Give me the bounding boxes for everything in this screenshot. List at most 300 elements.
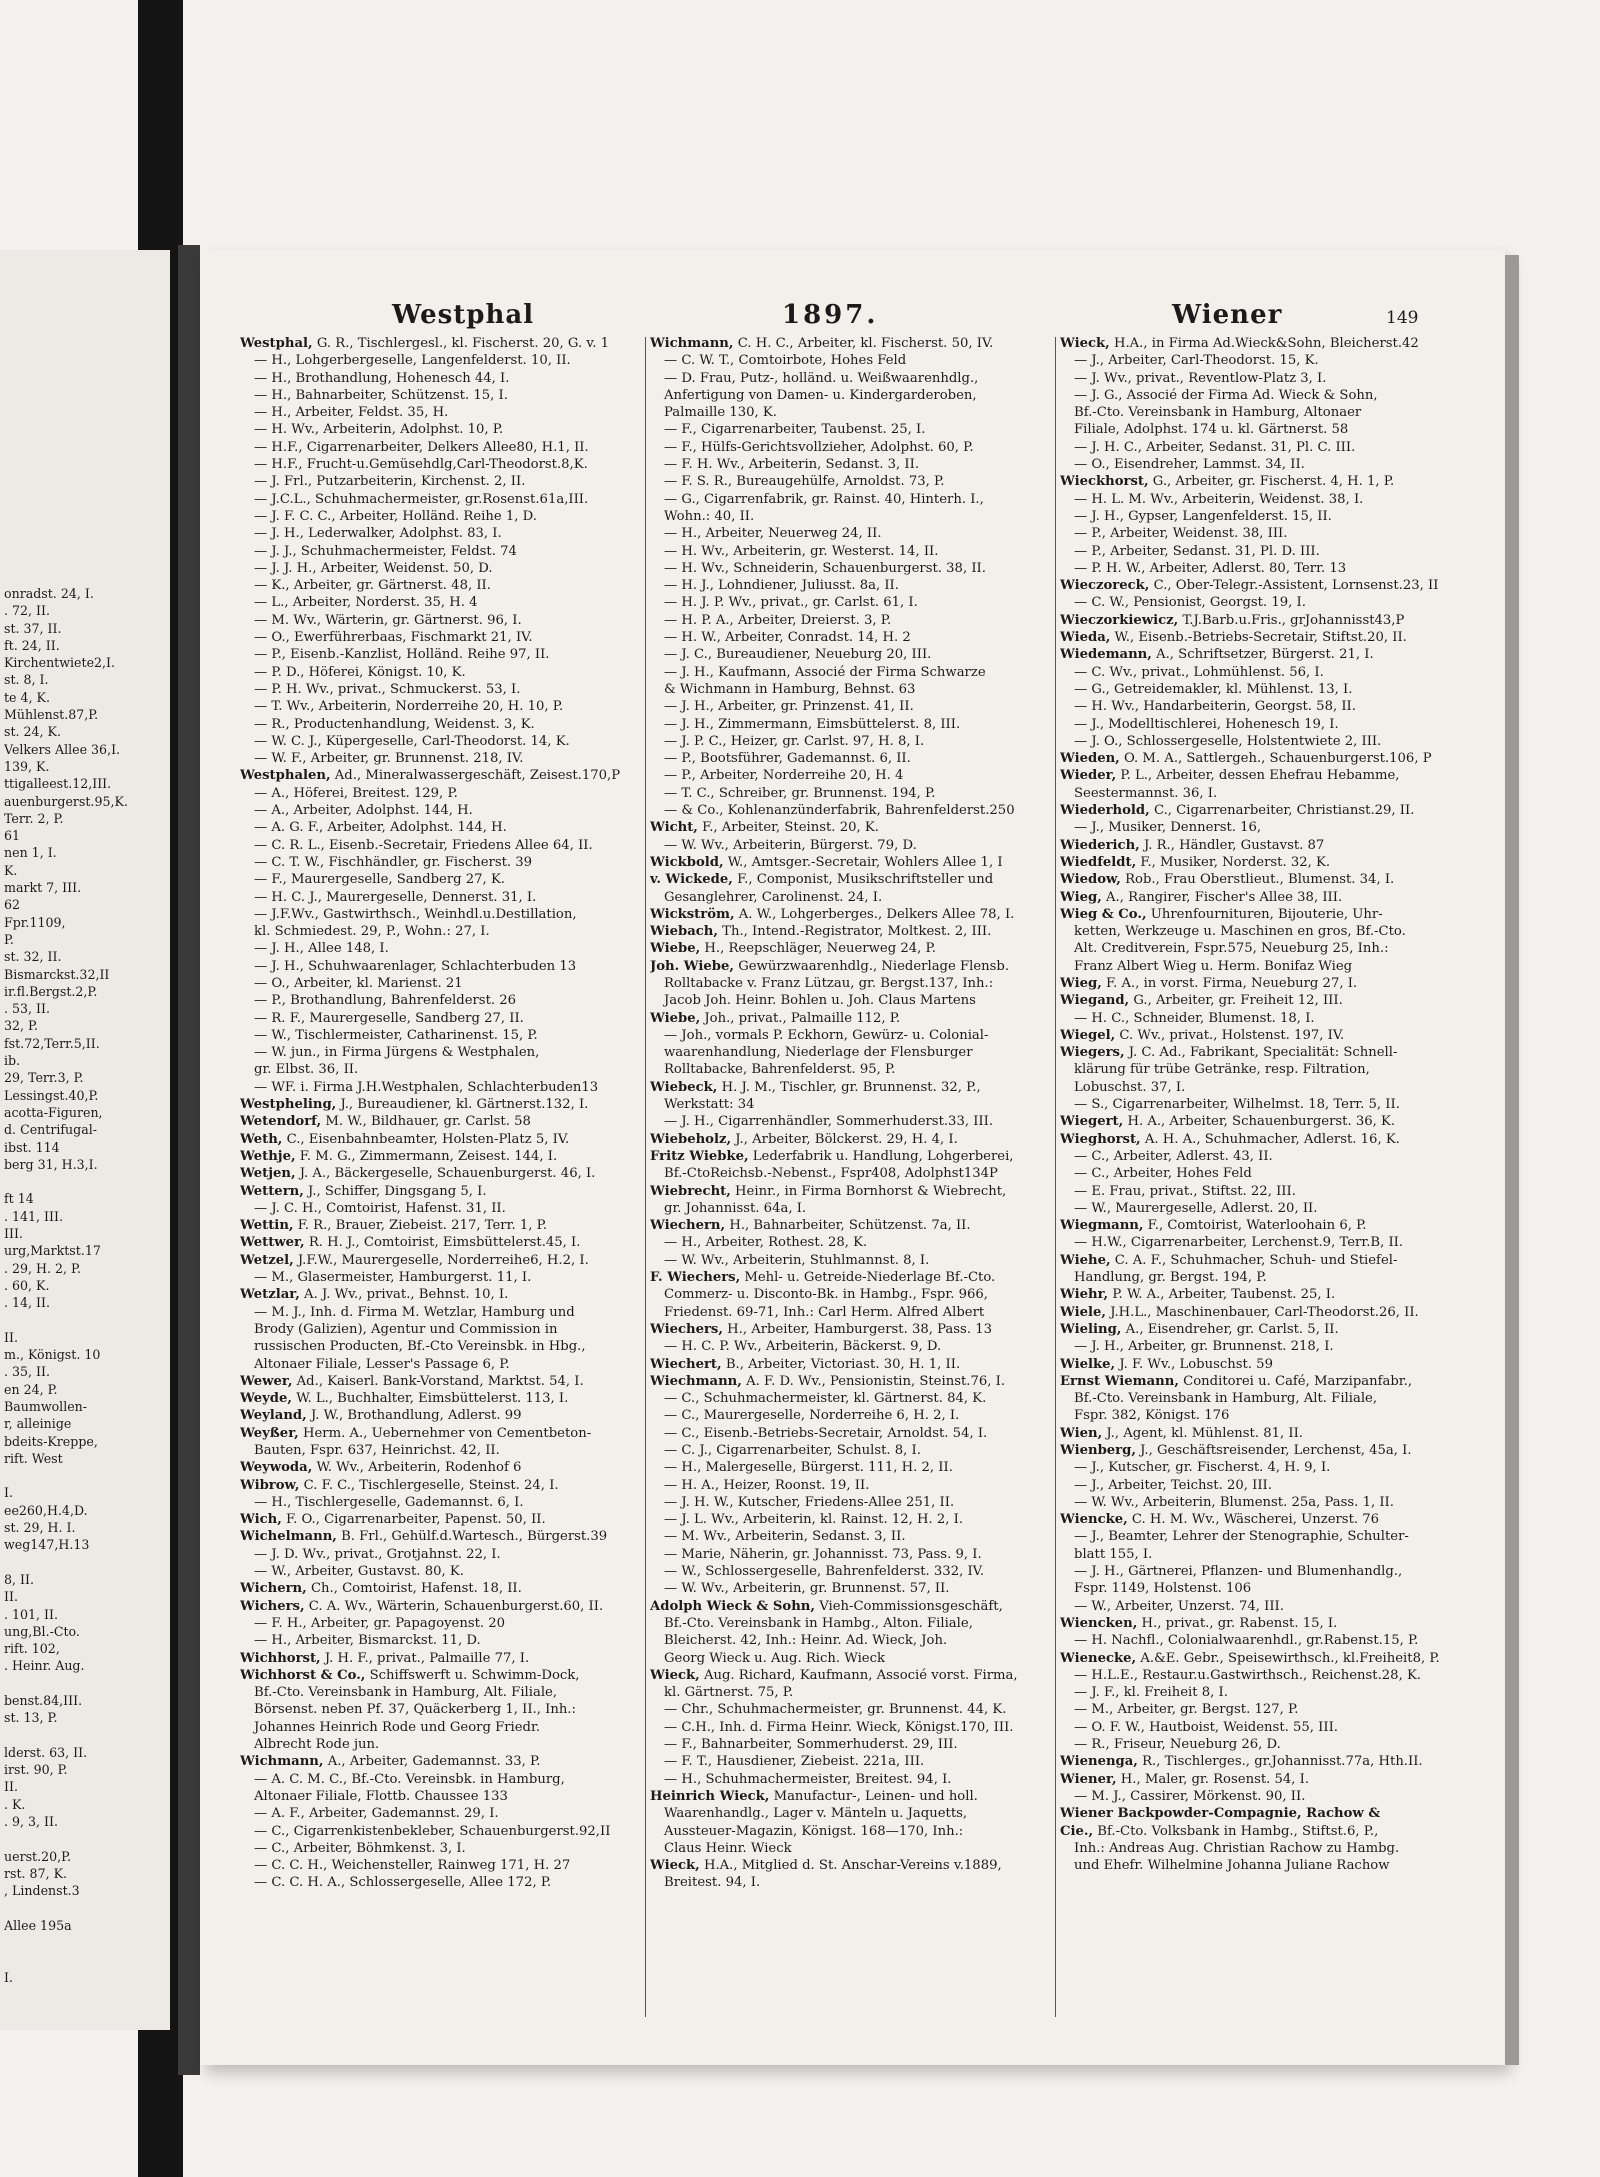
directory-entry (240, 335, 645, 352)
entry-surname: Wieckhorst, (1060, 474, 1149, 490)
directory-entry (650, 1425, 1052, 1442)
entry-details: Börsenst. neben Pf. 37, Quäckerberg 1, II., Inh.: (254, 1702, 576, 1718)
entry-details: Ad., Mineralwassergeschäft, Zeisest.170,P (334, 768, 621, 784)
entry-details: Fspr. 382, Königst. 176 (1074, 1408, 1230, 1424)
entry-details: — O., Ewerführerbaas, Fischmarkt 21, IV. (254, 630, 533, 646)
entry-details: waarenhandlung, Niederlage der Flensburger (664, 1045, 973, 1061)
directory-entry (240, 646, 645, 663)
entry-surname: Wieck, (1060, 336, 1110, 351)
entry-details: Anfertigung von Damen- u. Kindergarderoben, (664, 387, 977, 403)
entry-details: — H. J., Lohndiener, Juliusst. 8a, II. (664, 578, 899, 594)
entry-details: Aussteuer-Magazin, Königst. 168—170, Inh.: (664, 1823, 964, 1839)
entry-details: F. R., Brauer, Ziebeist. 217, Terr. 1, P. (297, 1218, 548, 1234)
entry-details: — J. C., Bureaudiener, Neueburg 20, III. (664, 647, 932, 663)
entry-details: — H. Wv., Schneiderin, Schauenburgerst. 38, II. (664, 560, 986, 576)
entry-details: — H., Arbeiter, Bismarckst. 11, D. (254, 1633, 481, 1649)
directory-entry (1060, 1528, 1478, 1545)
entry-surname: Wickström, (650, 906, 735, 922)
entry-details: Heinr., in Firma Bornhorst & Wiebrecht, (735, 1183, 1007, 1199)
entry-details: Bf.-Cto. Vereinsbank in Hambg., Alton. Filiale, (664, 1615, 973, 1631)
left-fragment-line (4, 1986, 168, 2003)
left-fragment-line: uerst.20,P. (4, 1848, 72, 1864)
directory-entry (650, 992, 1052, 1009)
entry-details: — F. T., Hausdiener, Ziebeist. 221a, III. (664, 1754, 925, 1770)
left-fragment-line: K. (4, 862, 18, 878)
entry-surname: Wieczorkiewicz, (1060, 612, 1179, 628)
left-fragment-line: st. 24, K. (4, 724, 61, 740)
entry-surname: Wiedemann, (1060, 647, 1152, 663)
directory-entry (650, 1027, 1052, 1044)
entry-details: Seestermannst. 36, I. (1074, 785, 1218, 801)
directory-entry (1060, 1044, 1478, 1061)
directory-entry (1060, 1805, 1478, 1822)
left-fragment-line: fst.72,Terr.5,II. (4, 1035, 100, 1051)
directory-entry (240, 1304, 645, 1321)
entry-details: Werkstatt: 34 (664, 1097, 755, 1113)
directory-entry (1060, 629, 1478, 646)
directory-entry (240, 370, 645, 387)
entry-surname: Wieghorst, (1060, 1131, 1141, 1147)
entry-surname: Wieg, (1060, 975, 1102, 991)
directory-entry (240, 473, 645, 490)
directory-entry (240, 1269, 645, 1286)
entry-surname: Wiele, (1060, 1304, 1106, 1320)
entry-surname: Wien, (1060, 1425, 1103, 1441)
left-fragment-line: ir.fl.Bergst.2,P. (4, 983, 98, 999)
left-fragment-line: te 4, K. (4, 689, 50, 705)
directory-entry (650, 525, 1052, 542)
entry-surname: Heinrich Wieck, (650, 1788, 770, 1804)
entry-details: Jacob Joh. Heinr. Bohlen u. Joh. Claus Martens (664, 993, 976, 1009)
entry-surname: Cie., (1060, 1823, 1094, 1839)
entry-details: W. L., Buchhalter, Eimsbüttelerst. 113, I. (296, 1391, 569, 1407)
entry-surname: Wienenga, (1060, 1754, 1138, 1770)
directory-entry (1060, 508, 1478, 525)
directory-entry (240, 1736, 645, 1753)
entry-surname: Wiederich, (1060, 837, 1140, 853)
left-fragment-line: ib. (4, 1053, 21, 1069)
entry-surname: Weyde, (240, 1391, 292, 1407)
directory-entry (650, 456, 1052, 473)
entry-details: — F., Bahnarbeiter, Sommerhuderst. 29, III. (664, 1737, 958, 1753)
entry-details: — W., Arbeiter, Gustavst. 80, K. (254, 1564, 464, 1580)
directory-entry (240, 1234, 645, 1251)
directory-entry (240, 750, 645, 767)
entry-details: — F., Cigarrenarbeiter, Taubenst. 25, I. (664, 422, 926, 438)
directory-entry (650, 352, 1052, 369)
entry-details: — H. Nachfl., Colonialwaarenhdl., gr.Rabenst.15, P. (1074, 1633, 1419, 1649)
entry-details: — J. H., Arbeiter, gr. Prinzenst. 41, II. (664, 699, 914, 715)
directory-entry (1060, 1234, 1478, 1251)
entry-details: klärung für trübe Getränke, resp. Filtration, (1074, 1062, 1370, 1078)
entry-details: — H., Malergeselle, Bürgerst. 111, H. 2, II. (664, 1460, 953, 1476)
entry-details: — J. H., Gärtnerei, Pflanzen- und Blumenhandlg., (1074, 1564, 1403, 1580)
directory-entry (650, 1010, 1052, 1027)
entry-details: — W., Tischlermeister, Catharinenst. 15, P. (254, 1027, 538, 1043)
directory-entry (1060, 1010, 1478, 1027)
entry-details: — D. Frau, Putz-, holländ. u. Weißwaarenhdlg., (664, 370, 979, 386)
entry-details: Bf.-Cto. Vereinsbank in Hamburg, Altonaer (1074, 405, 1362, 421)
directory-entry (1060, 1373, 1478, 1390)
entry-details: A. F. D. Wv., Pensionistin, Steinst.76, I. (746, 1373, 1006, 1389)
entry-details: J. F. Wv., Lobuschst. 59 (1119, 1356, 1273, 1372)
entry-surname: Adolph Wieck & Sohn, (650, 1598, 815, 1614)
entry-details: — H.W., Cigarrenarbeiter, Lerchenst.9, Terr.B, II. (1074, 1235, 1404, 1251)
entry-details: Th., Intend.-Registrator, Moltkest. 2, III. (722, 924, 992, 940)
entry-details: — Joh., vormals P. Eckhorn, Gewürz- u. Colonial- (664, 1027, 989, 1043)
entry-details: Rolltabacke, Bahrenfelderst. 95, P. (664, 1062, 896, 1078)
entry-details: — J. H., Lederwalker, Adolphst. 83, I. (254, 526, 502, 542)
left-fragment-line (4, 2003, 168, 2020)
entry-surname: Wiehr, (1060, 1287, 1109, 1303)
directory-entry (650, 923, 1052, 940)
entry-details: — H.F., Frucht-u.Gemüsehdlg,Carl-Theodorst.8,K. (254, 457, 588, 473)
directory-entry (240, 1650, 645, 1667)
directory-entry (240, 923, 645, 940)
entry-details: — P., Eisenb.-Kanzlist, Holländ. Reihe 97, II. (254, 647, 550, 663)
directory-entry (240, 906, 645, 923)
left-fragment-line: rift. West (4, 1450, 63, 1466)
entry-details: — S., Cigarrenarbeiter, Wilhelmst. 18, Terr. 5, II. (1074, 1097, 1400, 1113)
entry-surname: F. Wiechers, (650, 1270, 741, 1286)
entry-details: — C. J., Cigarrenarbeiter, Schulst. 8, I. (664, 1443, 921, 1458)
entry-surname: Wiebach, (650, 924, 718, 940)
entry-details: — J. F. C. C., Arbeiter, Holländ. Reihe 1, D. (254, 508, 537, 524)
left-fragment-line: . 29, H. 2, P. (4, 1260, 81, 1276)
entry-surname: Westphalen, (240, 768, 331, 784)
entry-details: — F. H. Wv., Arbeiterin, Sedanst. 3, II. (664, 457, 920, 473)
entry-details: — P. H. Wv., privat., Schmuckerst. 53, I. (254, 681, 521, 697)
left-fragment-line (4, 1311, 168, 1328)
directory-entry (650, 1857, 1052, 1874)
entry-details: — J., Beamter, Lehrer der Stenographie, Schulter- (1074, 1529, 1409, 1545)
left-fragment-line (4, 1900, 168, 1917)
entry-details: Georg Wieck u. Aug. Rich. Wieck (664, 1650, 885, 1666)
entry-surname: Weyland, (240, 1408, 307, 1424)
directory-entry (240, 871, 645, 888)
directory-entry (1060, 1701, 1478, 1718)
entry-details: C., Ober-Telegr.-Assistent, Lornsenst.23, II (1153, 578, 1439, 594)
entry-details: A. H. A., Schuhmacher, Adlerst. 16, K. (1144, 1131, 1400, 1147)
directory-entry (240, 1079, 645, 1096)
entry-details: Bf.-Cto. Vereinsbank in Hamburg, Alt. Filiale, (254, 1685, 558, 1701)
directory-entry (240, 1373, 645, 1390)
directory-entry (240, 958, 645, 975)
left-fragment-line: st. 32, II. (4, 949, 62, 965)
directory-entry (1060, 456, 1478, 473)
directory-entry (1060, 560, 1478, 577)
entry-surname: Ernst Wiemann, (1060, 1373, 1179, 1389)
entry-details: C., Cigarrenarbeiter, Christianst.29, II. (1153, 803, 1415, 819)
directory-entry (1060, 1753, 1478, 1770)
directory-entry (1060, 940, 1478, 957)
entry-surname: Wiegel, (1060, 1027, 1116, 1043)
entry-details: — P., Arbeiter, Sedanst. 31, Pl. D. III. (1074, 543, 1320, 559)
left-fragment-line: en 24, P. (4, 1381, 58, 1397)
directory-entry (240, 1771, 645, 1788)
directory-entry (1060, 1823, 1478, 1840)
directory-entry (650, 716, 1052, 733)
header-year: 1897. (782, 300, 879, 330)
entry-details: Inh.: Andreas Aug. Christian Rachow zu Hambg. (1074, 1840, 1400, 1856)
entry-details: — Chr., Schuhmachermeister, gr. Brunnenst. 44, K. (664, 1702, 1007, 1718)
entry-details: P. W. A., Arbeiter, Taubenst. 25, I. (1112, 1287, 1336, 1303)
entry-details: J.F.W., Maurergeselle, Norderreihe6, H.2, I. (297, 1252, 589, 1268)
left-fragment-line: Mühlenst.87,P. (4, 707, 99, 723)
entry-details: — F., Hülfs-Gerichtsvollzieher, Adolphst. 60, P. (664, 439, 974, 455)
directory-entry (240, 1563, 645, 1580)
directory-entry (650, 1286, 1052, 1303)
entry-surname: Wieck, (650, 1858, 700, 1874)
entry-surname: Wiechern, (650, 1218, 726, 1234)
left-fragment-line: rift. 102, (4, 1641, 60, 1657)
entry-details: A., Rangirer, Fischer's Allee 38, III. (1106, 889, 1343, 905)
directory-entry (650, 1390, 1052, 1407)
entry-details: — L., Arbeiter, Norderst. 35, H. 4 (254, 595, 478, 611)
directory-entry (1060, 1425, 1478, 1442)
entry-surname: Wichers, (240, 1598, 305, 1614)
entry-details: Bauten, Fspr. 637, Heinrichst. 42, II. (254, 1443, 500, 1458)
directory-entry (1060, 785, 1478, 802)
left-fragment-line: nen 1, I. (4, 845, 57, 861)
directory-entry (240, 1788, 645, 1805)
directory-entry (650, 1183, 1052, 1200)
directory-entry (1060, 1788, 1478, 1805)
entry-surname: Wiebrecht, (650, 1183, 731, 1199)
entry-details: Altonaer Filiale, Flottb. Chaussee 133 (254, 1788, 508, 1804)
directory-entry (1060, 1252, 1478, 1269)
directory-entry (1060, 404, 1478, 421)
directory-entry (240, 992, 645, 1009)
entry-details: H., privat., gr. Rabenst. 15, I. (1141, 1615, 1338, 1631)
entry-details: C. H. M. Wv., Wäscherei, Unzerst. 76 (1131, 1512, 1380, 1528)
entry-details: Uhrenfournituren, Bijouterie, Uhr- (1150, 906, 1383, 922)
left-fragment-line: . 101, II. (4, 1606, 59, 1622)
entry-details: C. H. C., Arbeiter, kl. Fischerst. 50, IV. (737, 336, 994, 351)
entry-details: — C., Maurergeselle, Norderreihe 6, H. 2, I. (664, 1408, 960, 1424)
directory-entry (240, 1407, 645, 1424)
entry-surname: Wethje, (240, 1148, 296, 1164)
left-fragment-line: 62 (4, 897, 21, 913)
entry-details: — H., Arbeiter, Feldst. 35, H. (254, 405, 449, 421)
header-left-keyword: Westphal (392, 300, 535, 330)
entry-surname: Wiegmann, (1060, 1218, 1144, 1234)
directory-entry (650, 1494, 1052, 1511)
entry-details: — A. F., Arbeiter, Gademannst. 29, I. (254, 1806, 499, 1822)
directory-entry (650, 1684, 1052, 1701)
entry-details: kl. Gärtnerst. 75, P. (664, 1685, 794, 1701)
directory-entry (1060, 1494, 1478, 1511)
directory-entry (240, 1823, 645, 1840)
entry-details: J. W., Brothandlung, Adlerst. 99 (310, 1408, 522, 1424)
directory-entry (240, 1528, 645, 1545)
directory-entry (650, 664, 1052, 681)
left-fragment-line: 61 (4, 828, 21, 844)
entry-details: Vieh-Commissionsgeschäft, (819, 1598, 1003, 1614)
entry-details: — M. Wv., Wärterin, gr. Gärtnerst. 96, I. (254, 612, 522, 628)
entry-surname: Wieder, (1060, 768, 1117, 784)
entry-details: — H., Schuhmachermeister, Breitest. 94, I. (664, 1771, 952, 1787)
column-divider (1055, 337, 1056, 2017)
left-fragment-line: II. (4, 1589, 18, 1605)
directory-entry (240, 889, 645, 906)
directory-entry (240, 802, 645, 819)
entry-surname: Wiegand, (1060, 993, 1130, 1009)
directory-entry (1060, 1096, 1478, 1113)
directory-entry (650, 1701, 1052, 1718)
entry-details: — J. H., Schuhwaarenlager, Schlachterbuden 13 (254, 958, 577, 974)
entry-details: J., Agent, kl. Mühlenst. 81, II. (1106, 1425, 1303, 1441)
directory-entry (1060, 1200, 1478, 1217)
entry-details: Wohn.: 40, II. (664, 508, 755, 524)
directory-entry (650, 1234, 1052, 1251)
directory-entry (240, 1027, 645, 1044)
directory-entry (1060, 1148, 1478, 1165)
entry-details: — P., Arbeiter, Weidenst. 38, III. (1074, 526, 1288, 542)
directory-entry (1060, 577, 1478, 594)
directory-entry (650, 1650, 1052, 1667)
entry-surname: Wettern, (240, 1183, 304, 1199)
left-fragment-line: 29, Terr.3, P. (4, 1070, 84, 1086)
left-fragment-line: I. (4, 1485, 13, 1501)
left-fragment-line: st. 13, P. (4, 1710, 58, 1726)
entry-details: O. M. A., Sattlergeh., Schauenburgerst.106, P (1123, 751, 1432, 767)
directory-entry (650, 594, 1052, 611)
entry-details: — C. C. H., Weichensteller, Rainweg 171, H. 27 (254, 1858, 571, 1874)
directory-entry (240, 404, 645, 421)
entry-surname: v. Wickede, (650, 872, 733, 888)
directory-entry (240, 1200, 645, 1217)
entry-details: J. A., Bäckergeselle, Schauenburgerst. 46, I. (299, 1166, 596, 1182)
left-fragment-line: m., Königst. 10 (4, 1347, 101, 1363)
directory-entry (650, 819, 1052, 836)
entry-details: — Marie, Näherin, gr. Johannisst. 73, Pass. 9, I. (664, 1546, 982, 1562)
entry-details: W. Wv., Arbeiterin, Rodenhof 6 (316, 1460, 522, 1476)
directory-entry (650, 1667, 1052, 1684)
left-fragment-line: auenburgerst.95,K. (4, 793, 128, 809)
directory-entry (650, 1044, 1052, 1061)
entry-details: R., Tischlerges., gr.Johannisst.77a, Hth.II. (1142, 1754, 1423, 1770)
entry-surname: Wiencken, (1060, 1615, 1138, 1631)
directory-entry (1060, 1027, 1478, 1044)
entry-details: — P., Brothandlung, Bahrenfelderst. 26 (254, 993, 517, 1009)
directory-entry (650, 1719, 1052, 1736)
entry-details: J. C. Ad., Fabrikant, Specialität: Schnell- (1128, 1045, 1398, 1061)
entry-details: — W. jun., in Firma Jürgens & Westphalen, (254, 1045, 540, 1061)
directory-entry (650, 1736, 1052, 1753)
left-fragment-line: . 53, II. (4, 1001, 50, 1017)
entry-details: — J. J., Schuhmachermeister, Feldst. 74 (254, 543, 517, 559)
left-fragment-line: Kirchentwiete2,I. (4, 655, 116, 671)
entry-surname: Westphal, (240, 336, 313, 351)
directory-entry (650, 421, 1052, 438)
directory-entry (240, 785, 645, 802)
entry-surname: Wienecke, (1060, 1650, 1137, 1666)
entry-details: — E. Frau, privat., Stiftst. 22, III. (1074, 1183, 1296, 1199)
entry-details: — M., Glasermeister, Hamburgerst. 11, I. (254, 1270, 532, 1286)
directory-entry (240, 1425, 645, 1442)
directory-entry (650, 1338, 1052, 1355)
entry-details: H.A., Mitglied d. St. Anschar-Vereins v.1889, (703, 1858, 1002, 1874)
entry-details: — A. G. F., Arbeiter, Adolphst. 144, H. (254, 820, 507, 836)
entry-details: — H. A., Heizer, Roonst. 19, II. (664, 1477, 870, 1493)
directory-entry (1060, 1840, 1478, 1857)
entry-surname: Weywoda, (240, 1460, 313, 1476)
entry-details: — J. C. H., Comtoirist, Hafenst. 31, II. (254, 1200, 506, 1216)
entry-details: Ch., Comtoirist, Hafenst. 18, II. (310, 1581, 522, 1597)
directory-entry (1060, 1304, 1478, 1321)
directory-entry (240, 837, 645, 854)
entry-details: C. A. F., Schuhmacher, Schuh- und Stiefel- (1114, 1252, 1398, 1268)
directory-entry (650, 906, 1052, 923)
directory-entry (1060, 1598, 1478, 1615)
directory-entry (1060, 1650, 1478, 1667)
entry-surname: Wiebe, (650, 941, 701, 957)
left-fragment-line: markt 7, III. (4, 880, 82, 896)
entry-surname: Wicht, (650, 820, 698, 836)
directory-entry (1060, 1511, 1478, 1528)
directory-entry (650, 767, 1052, 784)
directory-entry (240, 1321, 645, 1338)
entry-details: Gesanglehrer, Carolinenst. 24, I. (664, 889, 883, 905)
directory-entry (650, 387, 1052, 404)
entry-details: — H., Arbeiter, Neuerweg 24, II. (664, 526, 882, 542)
directory-entry (240, 698, 645, 715)
entry-details: Bleicherst. 42, Inh.: Heinr. Ad. Wieck, Joh. (664, 1633, 948, 1649)
left-fragment-line: st. 8, I. (4, 672, 49, 688)
entry-details: ketten, Werkzeuge u. Maschinen en gros, Bf.-Cto. (1074, 924, 1406, 940)
entry-details: — C., Arbeiter, Hohes Feld (1074, 1166, 1252, 1182)
column-middle (650, 335, 1052, 1892)
directory-entry (1060, 1857, 1478, 1874)
entry-surname: Wieg & Co., (1060, 906, 1147, 922)
directory-entry (650, 404, 1052, 421)
directory-entry (240, 1183, 645, 1200)
entry-details: russischen Producten, Bf.-Cto Vereinsbk. in Hbg., (254, 1339, 586, 1355)
directory-entry (1060, 1079, 1478, 1096)
entry-details: — W. C. J., Küpergeselle, Carl-Theodorst. 14, K. (254, 733, 570, 749)
directory-entry (240, 560, 645, 577)
entry-details: Commerz- u. Disconto-Bk. in Hambg., Fspr. 966, (664, 1287, 988, 1303)
left-fragment-line: bdeits-Kreppe, (4, 1433, 98, 1449)
left-fragment-line: benst.84,III. (4, 1693, 83, 1708)
directory-entry (650, 508, 1052, 525)
directory-entry (240, 1632, 645, 1649)
entry-details: Johannes Heinrich Rode und Georg Friedr. (254, 1719, 541, 1735)
entry-details: — H. W., Arbeiter, Conradst. 14, H. 2 (664, 630, 911, 646)
entry-details: H., Reepschläger, Neuerweg 24, P. (704, 941, 936, 957)
entry-details: — J. G., Associé der Firma Ad. Wieck & Sohn, (1074, 387, 1378, 403)
directory-entry (1060, 1217, 1478, 1234)
directory-entry (240, 1753, 645, 1770)
directory-entry (650, 1269, 1052, 1286)
directory-entry (240, 456, 645, 473)
entry-surname: Wichmann, (650, 336, 734, 351)
entry-details: — J. L. Wv., Arbeiterin, kl. Rainst. 12, H. 2, I. (664, 1512, 964, 1528)
directory-entry (1060, 1407, 1478, 1424)
entry-surname: Wieczoreck, (1060, 578, 1150, 594)
directory-entry (240, 733, 645, 750)
entry-details: Waarenhandlg., Lager v. Mänteln u. Jaquetts, (664, 1806, 968, 1822)
directory-entry (240, 1684, 645, 1701)
directory-entry (650, 629, 1052, 646)
left-fragment-line (4, 1173, 168, 1190)
directory-entry (1060, 491, 1478, 508)
directory-entry (650, 837, 1052, 854)
directory-entry (1060, 594, 1478, 611)
directory-entry (650, 1874, 1052, 1891)
entry-details: — C. C. H. A., Schlossergeselle, Allee 172, P. (254, 1875, 552, 1891)
